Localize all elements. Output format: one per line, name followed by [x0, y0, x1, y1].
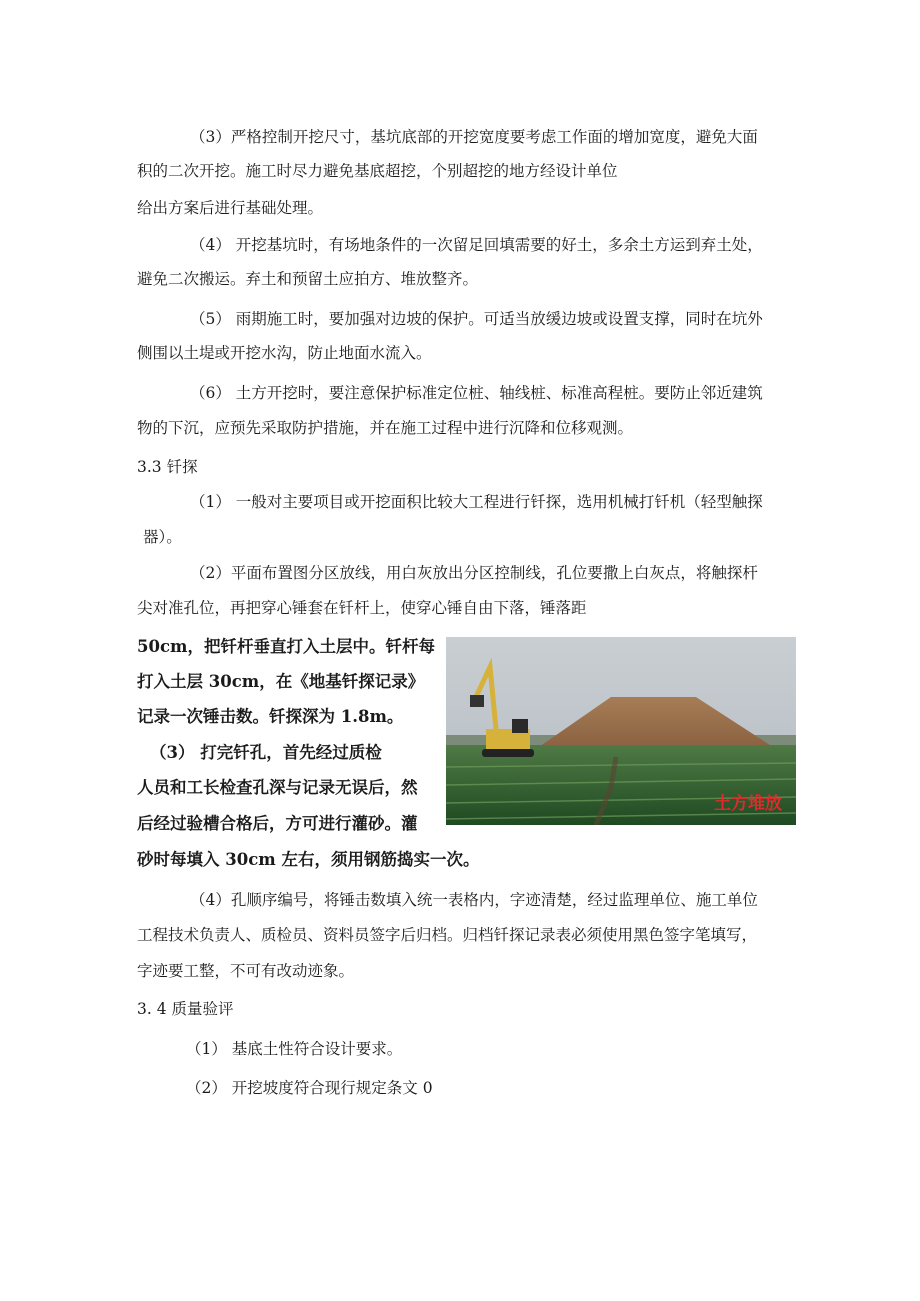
para-5-line-1: （5） 雨期施工时，要加强对边坡的保护。可适当放缓边坡或设置支撑，同时在坑外 [190, 310, 763, 328]
probe-para-3-line-4: 砂时每填入 30cm 左右，须用钢筋捣实一次。 [137, 850, 480, 869]
probe-para-3-line-3: 后经过验槽合格后，方可进行灌砂。灌 [137, 814, 418, 833]
section-heading-3-4: 3. 4 质量验评 [137, 1000, 234, 1018]
quality-item-2: （2） 开挖坡度符合现行规定条文 0 [186, 1079, 433, 1097]
probe-para-2-line-4: 打入土层 30cm，在《地基钎探记录》 [137, 672, 425, 691]
para-4-line-1: （4） 开挖基坑时，有场地条件的一次留足回填需要的好土，多余土方运到弃土处， [190, 236, 763, 254]
para-4-line-2: 避免二次搬运。弃土和预留土应拍方、堆放整齐。 [137, 270, 479, 288]
probe-para-1-line-2: 器）。 [143, 528, 182, 546]
photo-caption: 土方堆放 [714, 794, 782, 814]
probe-para-2-line-2: 尖对准孔位，再把穿心锤套在钎杆上，使穿心锤自由下落，锤落距 [137, 599, 587, 617]
para-6-line-2: 物的下沉，应预先采取防护措施，并在施工过程中进行沉降和位移观测。 [137, 419, 634, 437]
probe-para-2-line-1: （2）平面布置图分区放线，用白灰放出分区控制线，孔位要撒上白灰点，将触探杆 [190, 564, 758, 582]
probe-para-4-line-1: （4）孔顺序编号，将锤击数填入统一表格内，字迹清楚，经过监理单位、施工单位 [190, 891, 758, 909]
probe-para-2-line-5: 记录一次锤击数。钎探深为 1.8m。 [137, 707, 404, 726]
probe-para-3-line-2: 人员和工长检查孔深与记录无误后，然 [137, 778, 418, 797]
probe-para-3-line-1: （3） 打完钎孔，首先经过质检 [150, 743, 382, 762]
probe-para-1-line-1: （1） 一般对主要项目或开挖面积比较大工程进行钎探，选用机械打钎机（轻型触探 [190, 493, 763, 511]
para-3-line-1: （3）严格控制开挖尺寸，基坑底部的开挖宽度要考虑工作面的增加宽度，避免大面 [190, 128, 758, 146]
para-3-line-3: 给出方案后进行基础处理。 [137, 199, 324, 217]
earth-pile-photo [446, 637, 796, 825]
probe-para-4-line-2: 工程技术负责人、质检员、资料员签字后归档。归档钎探记录表必须使用黑色签字笔填写， [137, 926, 758, 944]
earth-pile-illustration [446, 637, 796, 825]
para-6-line-1: （6） 土方开挖时，要注意保护标准定位桩、轴线桩、标准高程桩。要防止邻近建筑 [190, 384, 763, 402]
para-3-line-2: 积的二次开挖。施工时尽力避免基底超挖，个别超挖的地方经设计单位 [137, 162, 618, 180]
para-5-line-2: 侧围以土堤或开挖水沟，防止地面水流入。 [137, 344, 432, 362]
probe-para-4-line-3: 字迹要工整，不可有改动迹象。 [137, 962, 355, 980]
probe-para-2-line-3: 50cm，把钎杆垂直打入土层中。钎杆每 [137, 637, 435, 656]
quality-item-1: （1） 基底土性符合设计要求。 [186, 1040, 403, 1058]
section-heading-3-3: 3.3 钎探 [137, 458, 198, 476]
